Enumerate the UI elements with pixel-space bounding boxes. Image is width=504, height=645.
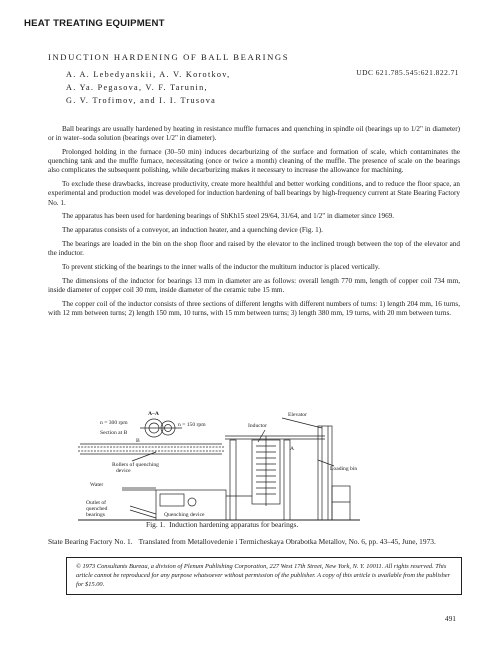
paragraph: Prolonged holding in the furnace (30–50 min) induces decarburizing of the surface and formation of scale, which contaminates the quenching tank and the muffle furnace, necessitating (once or twice a month) cleaning of the muffle. The presence of scale on the bearings also complicates the subsequent polishing, while decarburizing makes it necessary to increase the allowance for machining. bbox=[48, 148, 460, 175]
rollers-label: Rollers of quenching bbox=[112, 462, 159, 468]
mark-a: A bbox=[290, 446, 295, 452]
author-line: A. A. Lebedyanskii, A. V. Korotkov, bbox=[66, 70, 231, 79]
apparatus-figure bbox=[60, 406, 380, 528]
author-line: A. Ya. Pegasova, V. F. Tarunin, bbox=[66, 83, 208, 92]
water-label: Water bbox=[90, 482, 104, 488]
figure-caption bbox=[146, 520, 298, 529]
roller-conveyor bbox=[78, 444, 225, 454]
rollers-label-line2: device bbox=[116, 468, 131, 474]
article-body bbox=[48, 125, 460, 323]
paragraph: The apparatus consists of a conveyor, an induction heater, and a quenching device (Fig. 1). bbox=[62, 226, 323, 235]
speed-right-label: n = 150 rpm bbox=[178, 422, 206, 428]
outlet-label-3: bearings bbox=[86, 512, 105, 518]
source-translation: Translated from Metallovedenie i Termicheskaya Obrabotka Metallov, No. 6, pp. 43–45, June, 1973. bbox=[138, 537, 436, 546]
section-at-label: Section at B bbox=[100, 430, 128, 436]
copyright-box: © 1973 Consultants Bureau, a division of Plenum Publishing Corporation, 227 West 17th Street, New York, N. Y. 10011. All rights reserved. This article cannot be reproduced for any purpose whatsoever without permission of the publisher. A copy of this article is available from the publisher for $15.00. bbox=[66, 557, 462, 595]
paragraph: The dimensions of the inductor for bearings 13 mm in diameter are as follows: overall length 770 mm, length of copper coil 734 mm, inside diameter of copper coil 30 mm, inside diameter of the ceramic tube 15 mm. bbox=[48, 276, 460, 294]
source-note bbox=[48, 537, 460, 546]
quenching-device-label: Quenching device bbox=[164, 512, 205, 518]
source-factory: State Bearing Factory No. 1. bbox=[48, 537, 133, 546]
figure-caption-text: Induction hardening apparatus for bearings. bbox=[169, 520, 299, 529]
section-mark-label: A–A bbox=[148, 411, 159, 417]
figure-caption-label: Fig. 1. bbox=[146, 520, 166, 529]
elevator-label: Elevator bbox=[288, 412, 307, 418]
udc-code: UDC 621.785.545:621.822.71 bbox=[356, 68, 459, 77]
paragraph: The apparatus has been used for hardening bearings of ShKh15 steel 29/64, 31/64, and 1/2" in diameter since 1969. bbox=[62, 212, 395, 221]
paragraph: To exclude these drawbacks, increase productivity, create more healthful and better working conditions, and to reduce the floor space, an experimental and production model was developed for induction hardening of ball bearings by high-frequency current at State Bearing Factory No. 1. bbox=[48, 180, 460, 207]
paragraph: Ball bearings are usually hardened by heating in resistance muffle furnaces and quenching in spindle oil (bearings up to 1/2" in diameter) or in water–soda solution (bearings over 1/2" in diameter). bbox=[48, 125, 460, 143]
section-heading: HEAT TREATING EQUIPMENT bbox=[24, 18, 165, 29]
outlet-label-1: Outlet of bbox=[86, 500, 107, 506]
elevator-column bbox=[318, 426, 332, 520]
loading-bin-label: Loading bin bbox=[330, 466, 358, 472]
paragraph: To prevent sticking of the bearings to the inner walls of the inductor the multiturn inductor is placed vertically. bbox=[62, 263, 380, 271]
author-line: G. V. Trofimov, and I. I. Trusova bbox=[66, 96, 217, 105]
paragraph: The bearings are loaded in the bin on the shop floor and raised by the elevator to the inclined trough between the top of the elevator and the inductor. bbox=[48, 240, 460, 258]
speed-left-label: n = 300 rpm bbox=[100, 420, 128, 426]
page-number: 491 bbox=[444, 614, 456, 623]
paragraph: The copper coil of the inductor consists of three sections of different lengths with different numbers of turns: 1) length 204 mm, 16 turns, with 12 mm between turns; 2) length 150 mm, 10 turns, with 15 mm between turns; 3) length 380 mm, 19 turns, with 20 mm between turns. bbox=[48, 299, 460, 317]
outlet-label-2: quenched bbox=[86, 506, 108, 512]
mark-b: B bbox=[136, 438, 140, 444]
inductor-label: Inductor bbox=[248, 423, 267, 429]
author-list bbox=[66, 68, 231, 107]
article-title: INDUCTION HARDENING OF BALL BEARINGS bbox=[48, 52, 290, 62]
loading-bin bbox=[332, 486, 350, 520]
